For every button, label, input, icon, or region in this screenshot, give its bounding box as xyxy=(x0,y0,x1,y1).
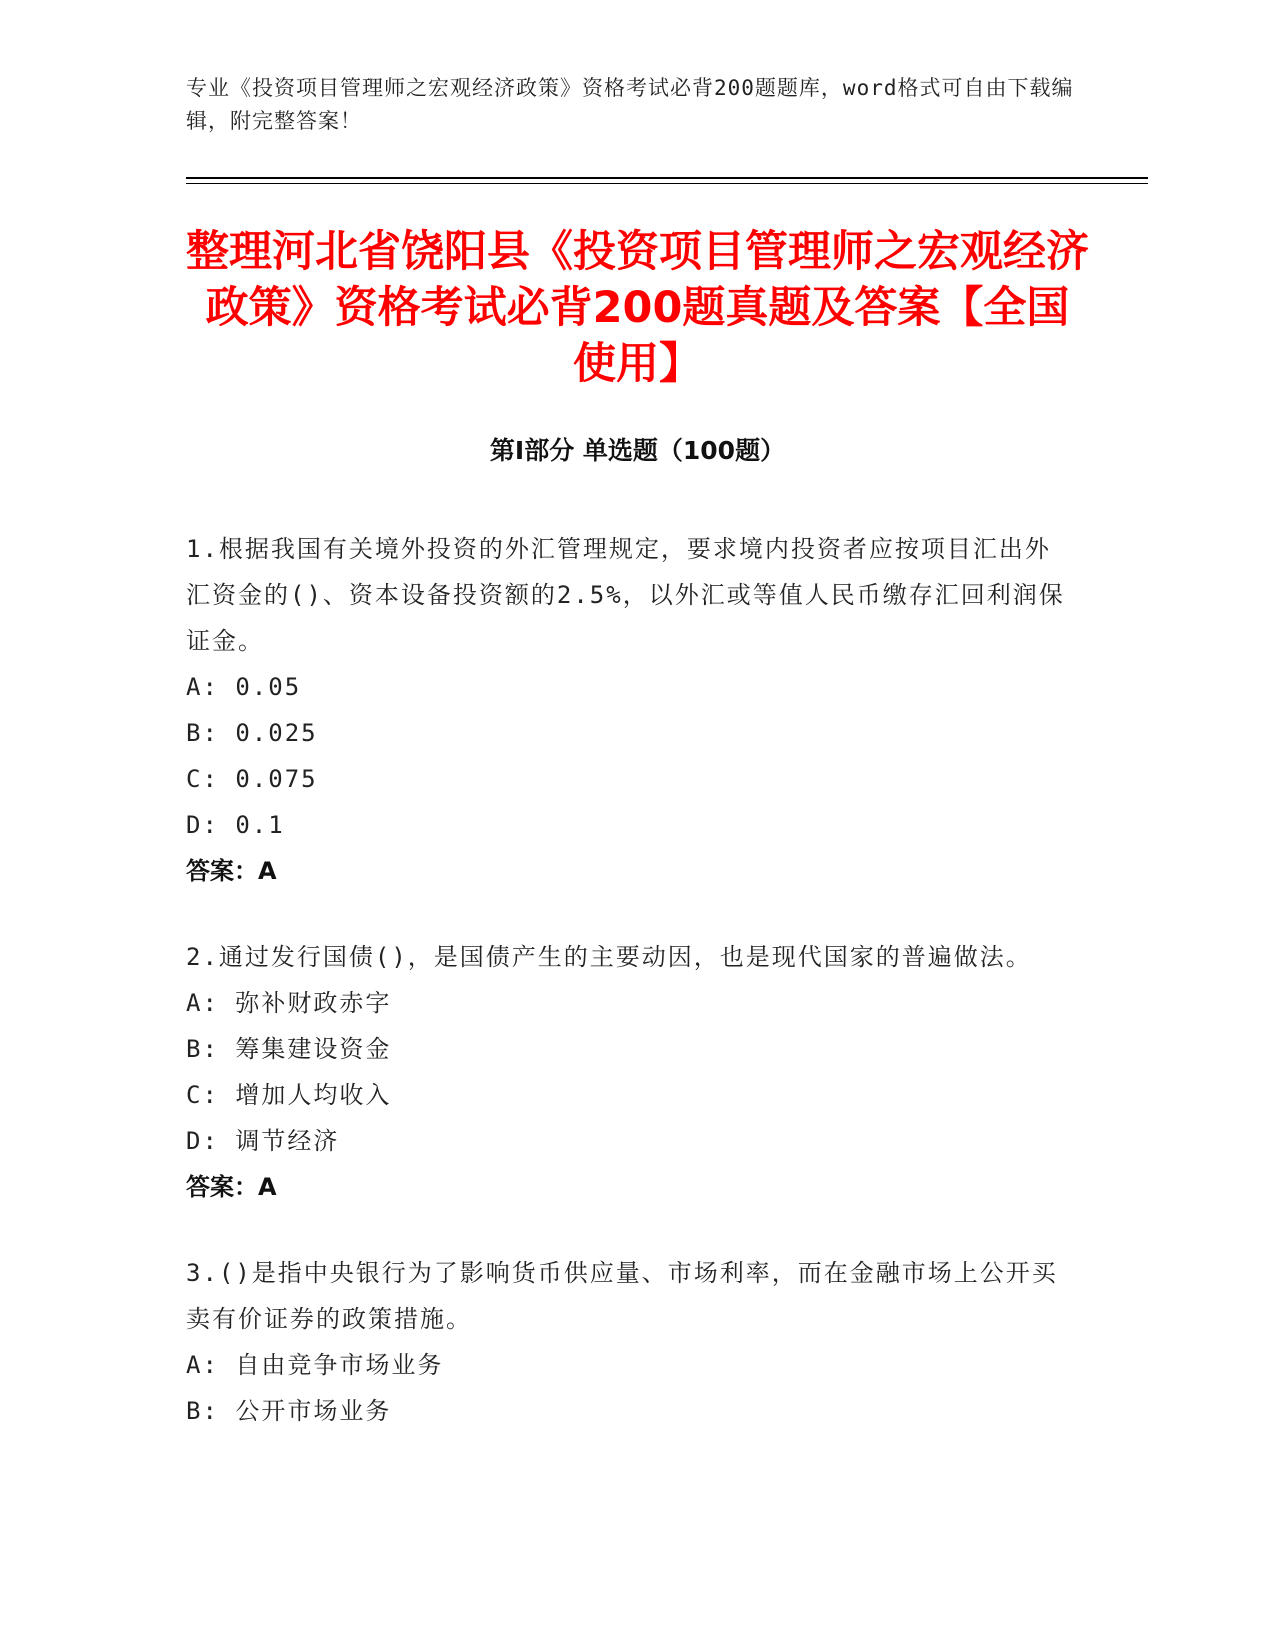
option-d: D: 0.1 xyxy=(186,811,285,839)
option-c: C: 0.075 xyxy=(186,765,318,793)
question-stem: 2.通过发行国债()，是国债产生的主要动因，也是现代国家的普遍做法。 xyxy=(186,943,1032,971)
option-b: B: 公开市场业务 xyxy=(186,1397,392,1425)
header-divider-thin xyxy=(186,183,1148,184)
question-stem: 3.()是指中央银行为了影响货币供应量、市场利率，而在金融市场上公开买卖有价证券的政策措施。 xyxy=(186,1259,1058,1333)
option-d: D: 调节经济 xyxy=(186,1127,340,1155)
question-item xyxy=(186,1250,1066,1434)
option-c: C: 增加人均收入 xyxy=(186,1081,392,1109)
option-a: A: 自由竞争市场业务 xyxy=(186,1351,444,1379)
document-header-note: 专业《投资项目管理师之宏观经济政策》资格考试必背200题题库，word格式可自由下载编辑，附完整答案！ xyxy=(186,76,1074,133)
answer-line: 答案：A xyxy=(186,857,277,885)
question-list xyxy=(186,526,1066,1474)
option-b: B: 0.025 xyxy=(186,719,318,747)
option-a: A: 弥补财政赤字 xyxy=(186,989,392,1017)
header-divider-thick xyxy=(186,177,1148,179)
option-a: A: 0.05 xyxy=(186,673,302,701)
document-title: 整理河北省饶阳县《投资项目管理师之宏观经济政策》资格考试必背200题真题及答案【全国使用】 xyxy=(186,227,1089,389)
question-item xyxy=(186,934,1066,1210)
question-stem: 1.根据我国有关境外投资的外汇管理规定，要求境内投资者应按项目汇出外汇资金的()、资本设备投资额的2.5%，以外汇或等值人民币缴存汇回利润保证金。 xyxy=(186,535,1065,655)
answer-line: 答案：A xyxy=(186,1173,277,1201)
option-b: B: 筹集建设资金 xyxy=(186,1035,392,1063)
question-item xyxy=(186,526,1066,894)
section-title: 第Ⅰ部分 单选题（100题） xyxy=(489,436,786,465)
